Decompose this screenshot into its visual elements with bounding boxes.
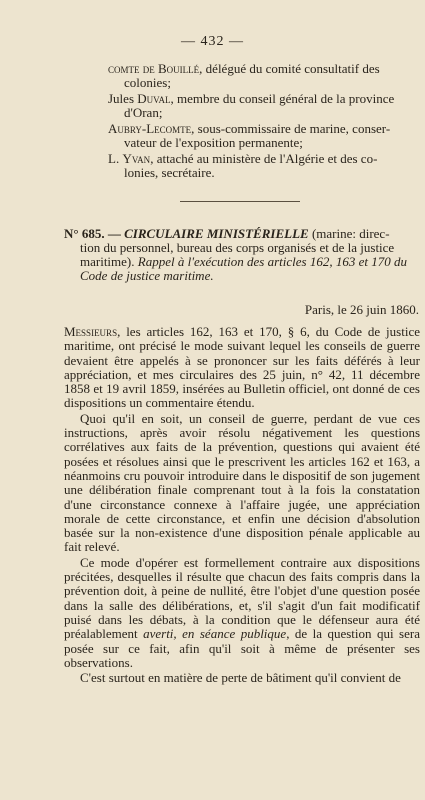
paragraph-text: Ce mode d'opérer est formellement contraire aux dispositions précitées, desquelles il résulte que chacun des faits compris dans la prévention doit, à peine de nullité, être l'objet d'une question posée dans la salle des délibérations, et, s'il s'agit d'un fait modificatif puisé dans les débats, à la condition que le défenseur aura été préalablement [64,554,420,642]
member-name: L. [108,151,123,166]
member-role-cont: vateur de l'exposition permanente; [124,135,303,150]
member-entry [108,122,420,150]
section-divider [180,201,300,202]
paragraph [64,556,420,670]
page-number: — 432 — [181,34,244,49]
circular-title: CIRCULAIRE MINISTÉRIELLE [124,226,309,241]
member-role: , membre du conseil général de la province [170,91,395,106]
paragraph-text: , les articles 162, 163 et 170, § 6, du Code de justice maritime, ont précisé le mode suivant lequel les conseils de guerre devaient être appelés à se prononcer sur les faits déférés à leur appréciation, et mes circulaires des 25 juin, n° 42, 11 décembre 1858 et 19 avril 1859, insérées au Bulletin officiel, ont donné de ces dispositions un commentaire étendu. [64,324,420,411]
member-name-smallcaps: Yvan [122,151,151,166]
paragraph: C'est surtout en matière de perte de bâtiment qu'il convient de [80,670,401,686]
member-role-cont: d'Oran; [124,105,163,120]
circular-body [64,325,420,686]
paragraph: Quoi qu'il en soit, un conseil de guerre, perdant de vue ces instructions, après avoir résolu négativement les questions corrélatives aux faits de la prévention, questions qui avaient été posées et résolues ainsi que le prescrivent les articles 162 et 163, a néanmoins cru pouvoir introduire dans le dispositif de son jugement une délibération finale comprenant tout à la fois la constatation d'une circonstance connexe à l'affaire jugée, une appréciation morale de cette circonstance, et enfin une décision d'absolution basée sur la non-existence d'une disposition pénale applicable au fait relevé. [64,410,420,555]
date-line: Paris, le 26 juin 1860. [304,302,419,317]
member-role-cont: lonies, secrétaire. [124,165,215,180]
member-name-smallcaps: Duval [137,91,171,106]
circular-heading-rest [64,241,419,283]
circular-heading [64,227,419,283]
commission-members-list [108,62,420,182]
paragraph [64,325,420,411]
circular-subject: Rappel à l'exécution des articles 162, 163 et 170 du Code de justice maritime. [80,254,407,283]
member-entry [108,152,420,180]
member-role: , sous-commissaire de marine, conser- [191,121,391,136]
member-role-cont: colonies; [124,75,171,90]
member-name-smallcaps: comte de Bouillé [108,61,200,76]
circular-dept: (marine: direc- [308,226,390,241]
member-name: Jules [108,91,138,106]
paragraph-text-tail: , de la question qui sera posée sur ce fait, afin qu'il soit à même de présenter ses observations. [64,626,420,670]
paragraph-italic: averti, en séance publique [137,626,287,642]
member-entry [108,62,420,90]
member-role: , attaché au ministère de l'Algérie et des co- [150,151,378,166]
member-role: , délégué du comité consultatif des [199,61,380,76]
member-entry [108,92,420,120]
circular-dept-rest: tion du personnel, bureau des corps organisés et de la justice maritime). [80,240,395,269]
salutation: Messieurs [64,324,118,339]
member-name-smallcaps: Aubry-Lecomte [108,121,192,136]
circular-number: N° 685. — [64,226,121,241]
